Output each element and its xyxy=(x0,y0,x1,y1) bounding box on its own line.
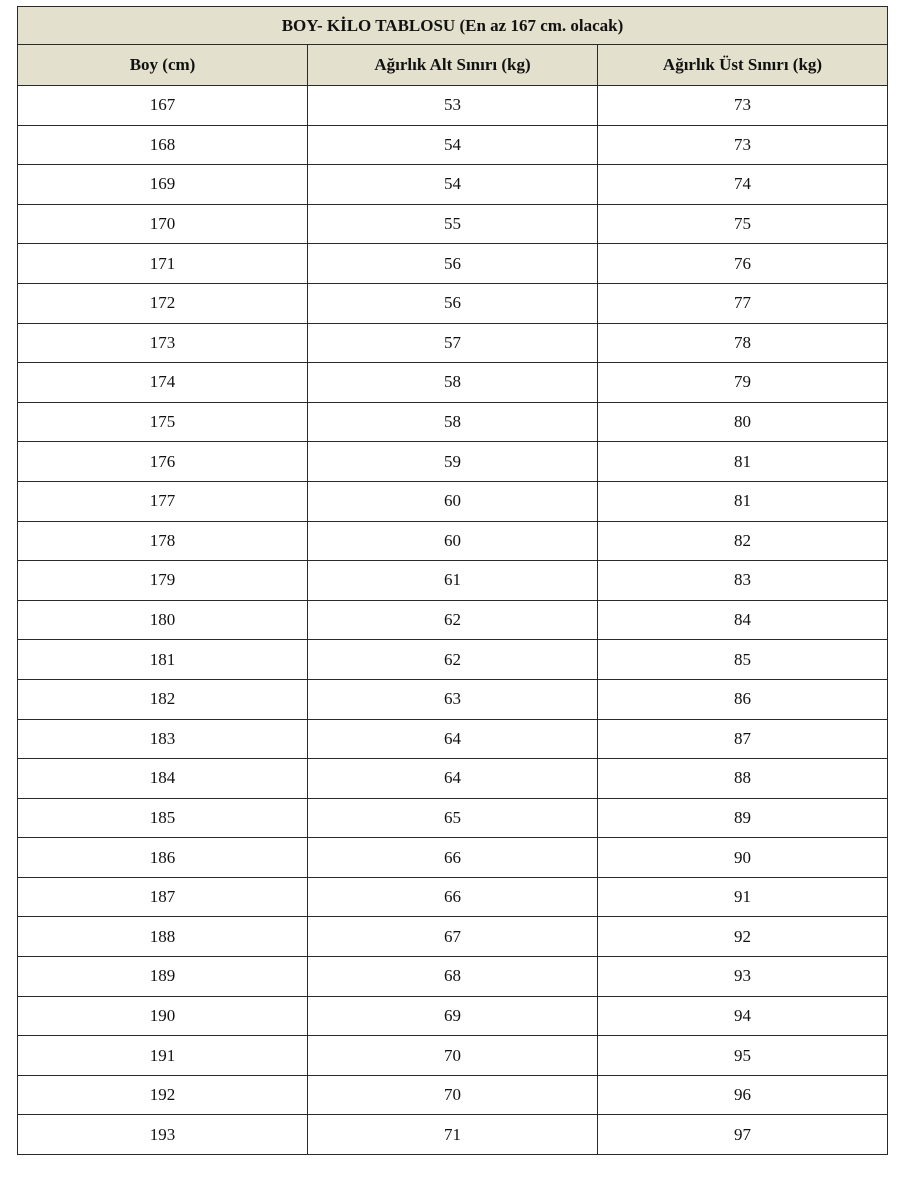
max-weight-cell: 82 xyxy=(598,521,888,561)
max-weight-cell: 80 xyxy=(598,402,888,442)
max-weight-cell: 96 xyxy=(598,1075,888,1115)
min-weight-cell: 66 xyxy=(308,838,598,878)
table-row xyxy=(18,1075,888,1115)
min-weight-cell: 54 xyxy=(308,125,598,165)
height-cell: 188 xyxy=(18,917,308,957)
min-weight-cell: 68 xyxy=(308,957,598,997)
max-weight-cell: 81 xyxy=(598,481,888,521)
table-row xyxy=(18,402,888,442)
min-weight-cell: 57 xyxy=(308,323,598,363)
max-weight-cell: 73 xyxy=(598,86,888,126)
max-weight-cell: 91 xyxy=(598,877,888,917)
column-header-max-weight: Ağırlık Üst Sınırı (kg) xyxy=(598,45,888,86)
min-weight-cell: 71 xyxy=(308,1115,598,1155)
height-cell: 175 xyxy=(18,402,308,442)
max-weight-cell: 76 xyxy=(598,244,888,284)
height-cell: 183 xyxy=(18,719,308,759)
height-cell: 180 xyxy=(18,600,308,640)
table-row xyxy=(18,165,888,205)
height-cell: 170 xyxy=(18,204,308,244)
height-cell: 181 xyxy=(18,640,308,680)
column-header-height: Boy (cm) xyxy=(18,45,308,86)
weight-table-container xyxy=(17,6,887,1155)
height-cell: 176 xyxy=(18,442,308,482)
height-cell: 177 xyxy=(18,481,308,521)
max-weight-cell: 86 xyxy=(598,679,888,719)
min-weight-cell: 70 xyxy=(308,1036,598,1076)
height-cell: 190 xyxy=(18,996,308,1036)
table-row xyxy=(18,244,888,284)
table-row xyxy=(18,204,888,244)
min-weight-cell: 53 xyxy=(308,86,598,126)
max-weight-cell: 92 xyxy=(598,917,888,957)
min-weight-cell: 70 xyxy=(308,1075,598,1115)
table-row xyxy=(18,759,888,799)
height-cell: 173 xyxy=(18,323,308,363)
height-cell: 168 xyxy=(18,125,308,165)
min-weight-cell: 56 xyxy=(308,283,598,323)
height-cell: 192 xyxy=(18,1075,308,1115)
table-row xyxy=(18,917,888,957)
min-weight-cell: 62 xyxy=(308,600,598,640)
min-weight-cell: 60 xyxy=(308,521,598,561)
min-weight-cell: 65 xyxy=(308,798,598,838)
table-row xyxy=(18,996,888,1036)
height-cell: 169 xyxy=(18,165,308,205)
min-weight-cell: 63 xyxy=(308,679,598,719)
table-row xyxy=(18,600,888,640)
table-row xyxy=(18,283,888,323)
height-cell: 193 xyxy=(18,1115,308,1155)
table-row xyxy=(18,442,888,482)
table-row xyxy=(18,838,888,878)
table-row xyxy=(18,719,888,759)
max-weight-cell: 94 xyxy=(598,996,888,1036)
table-row xyxy=(18,363,888,403)
min-weight-cell: 58 xyxy=(308,402,598,442)
table-title: BOY- KİLO TABLOSU (En az 167 cm. olacak) xyxy=(18,7,888,45)
max-weight-cell: 83 xyxy=(598,561,888,601)
height-cell: 171 xyxy=(18,244,308,284)
table-title-row xyxy=(18,7,888,45)
max-weight-cell: 89 xyxy=(598,798,888,838)
max-weight-cell: 74 xyxy=(598,165,888,205)
table-row xyxy=(18,561,888,601)
max-weight-cell: 73 xyxy=(598,125,888,165)
min-weight-cell: 66 xyxy=(308,877,598,917)
table-row xyxy=(18,957,888,997)
min-weight-cell: 61 xyxy=(308,561,598,601)
max-weight-cell: 77 xyxy=(598,283,888,323)
max-weight-cell: 84 xyxy=(598,600,888,640)
min-weight-cell: 54 xyxy=(308,165,598,205)
height-cell: 172 xyxy=(18,283,308,323)
height-cell: 182 xyxy=(18,679,308,719)
min-weight-cell: 60 xyxy=(308,481,598,521)
table-row xyxy=(18,679,888,719)
table-row xyxy=(18,1115,888,1155)
height-cell: 184 xyxy=(18,759,308,799)
height-cell: 185 xyxy=(18,798,308,838)
table-row xyxy=(18,521,888,561)
max-weight-cell: 95 xyxy=(598,1036,888,1076)
min-weight-cell: 58 xyxy=(308,363,598,403)
min-weight-cell: 55 xyxy=(308,204,598,244)
min-weight-cell: 59 xyxy=(308,442,598,482)
table-row xyxy=(18,640,888,680)
min-weight-cell: 56 xyxy=(308,244,598,284)
height-cell: 191 xyxy=(18,1036,308,1076)
min-weight-cell: 69 xyxy=(308,996,598,1036)
min-weight-cell: 64 xyxy=(308,759,598,799)
min-weight-cell: 67 xyxy=(308,917,598,957)
height-cell: 189 xyxy=(18,957,308,997)
max-weight-cell: 78 xyxy=(598,323,888,363)
table-header-row xyxy=(18,45,888,86)
table-row xyxy=(18,323,888,363)
min-weight-cell: 62 xyxy=(308,640,598,680)
height-weight-table xyxy=(17,6,888,1155)
max-weight-cell: 90 xyxy=(598,838,888,878)
column-header-min-weight: Ağırlık Alt Sınırı (kg) xyxy=(308,45,598,86)
table-row xyxy=(18,481,888,521)
height-cell: 178 xyxy=(18,521,308,561)
height-cell: 187 xyxy=(18,877,308,917)
max-weight-cell: 79 xyxy=(598,363,888,403)
max-weight-cell: 93 xyxy=(598,957,888,997)
height-cell: 179 xyxy=(18,561,308,601)
height-cell: 174 xyxy=(18,363,308,403)
table-row xyxy=(18,1036,888,1076)
table-row xyxy=(18,877,888,917)
max-weight-cell: 75 xyxy=(598,204,888,244)
table-row xyxy=(18,86,888,126)
max-weight-cell: 88 xyxy=(598,759,888,799)
max-weight-cell: 97 xyxy=(598,1115,888,1155)
max-weight-cell: 85 xyxy=(598,640,888,680)
min-weight-cell: 64 xyxy=(308,719,598,759)
height-cell: 186 xyxy=(18,838,308,878)
max-weight-cell: 81 xyxy=(598,442,888,482)
table-row xyxy=(18,125,888,165)
table-row xyxy=(18,798,888,838)
height-cell: 167 xyxy=(18,86,308,126)
table-body xyxy=(18,86,888,1155)
max-weight-cell: 87 xyxy=(598,719,888,759)
